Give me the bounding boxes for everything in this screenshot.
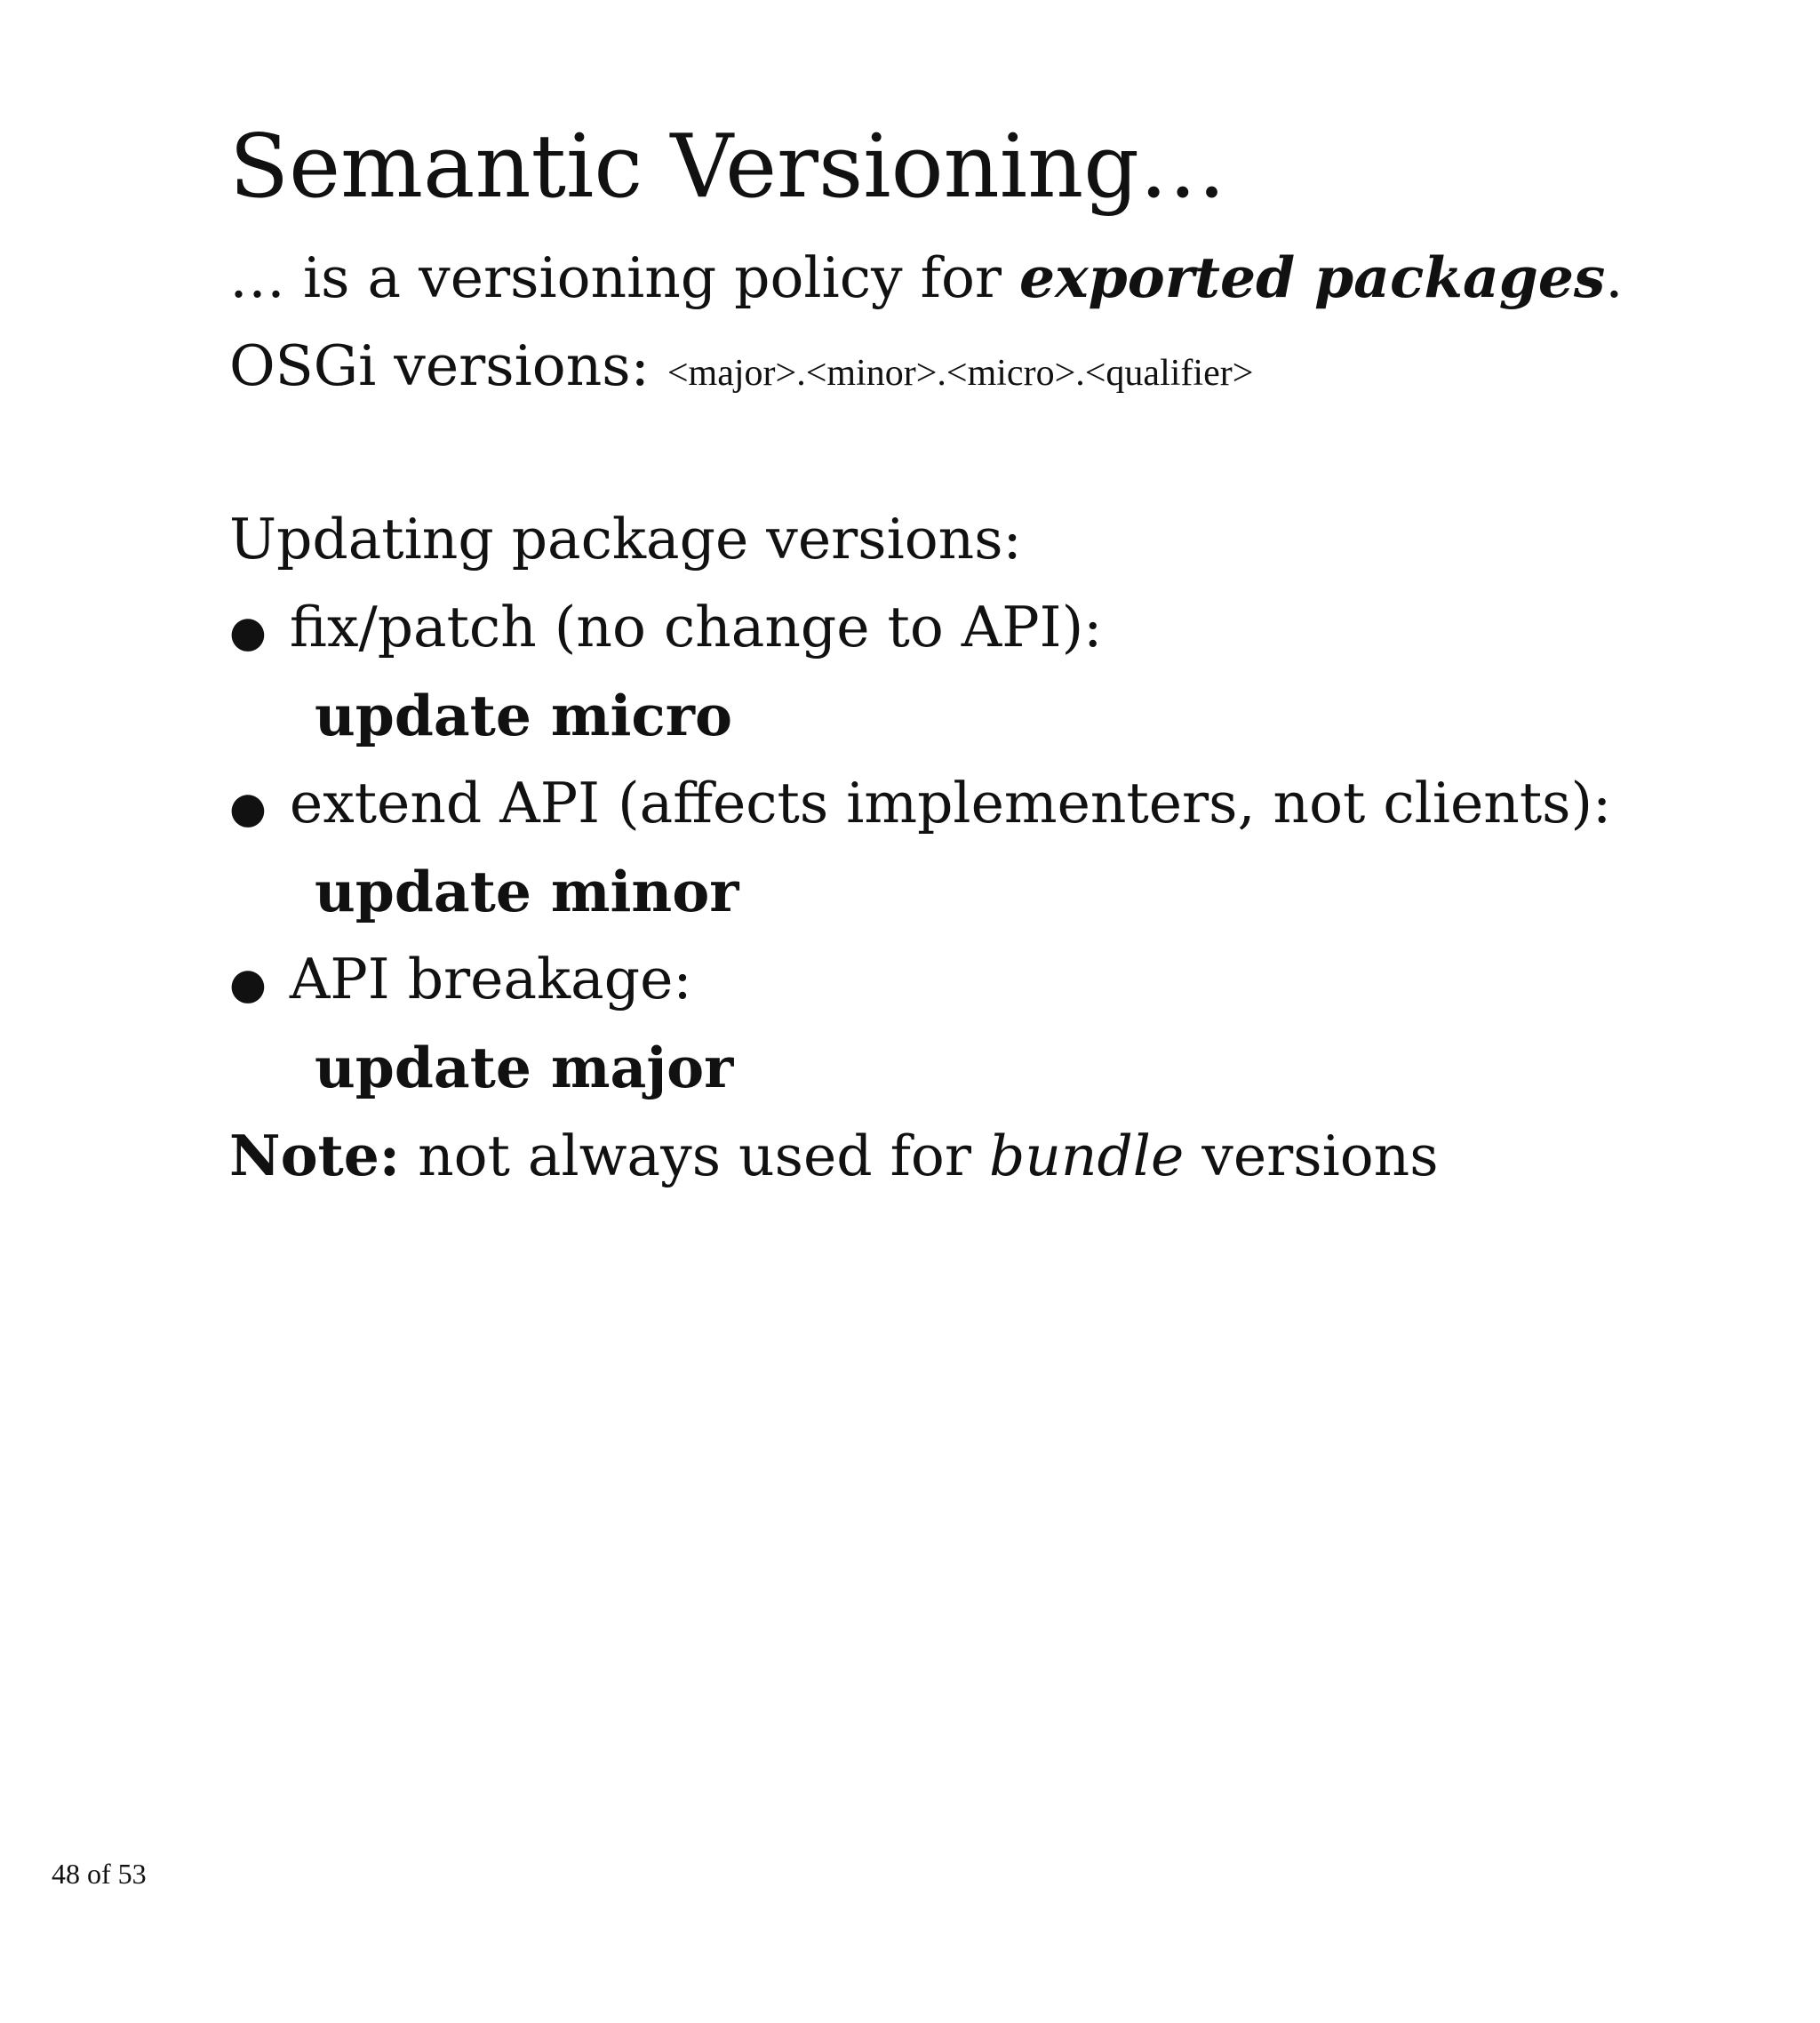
slide-title: Semantic Versioning… bbox=[229, 116, 1226, 218]
note-text-after: versions bbox=[1184, 1123, 1439, 1188]
rule-condition-text: API breakage: bbox=[289, 947, 692, 1012]
rule-action-minor: update minor bbox=[315, 859, 739, 924]
updating-heading: Updating package versions: bbox=[229, 507, 1022, 572]
rule-condition-text: fix/patch (no change to API): bbox=[289, 595, 1103, 660]
osgi-label: OSGi versions: bbox=[229, 333, 667, 398]
page-counter: 48 of 53 bbox=[52, 1858, 147, 1890]
rule-condition-extend bbox=[229, 768, 1611, 844]
osgi-versions-line bbox=[229, 331, 1253, 409]
rule-condition-patch bbox=[229, 592, 1102, 668]
intro-line bbox=[229, 242, 1623, 314]
note-label: Note: bbox=[229, 1123, 401, 1188]
rule-action-major: update major bbox=[315, 1035, 734, 1100]
bullet-icon: ● bbox=[229, 783, 267, 833]
intro-emphasis: exported packages bbox=[1019, 244, 1606, 310]
note-line bbox=[229, 1120, 1439, 1192]
note-emphasis: bundle bbox=[989, 1123, 1185, 1188]
intro-suffix: . bbox=[1605, 245, 1624, 310]
intro-prefix: … is a versioning policy for bbox=[229, 245, 1020, 310]
note-text-before: not always used for bbox=[400, 1123, 989, 1188]
bullet-icon: ● bbox=[229, 959, 267, 1009]
bullet-icon: ● bbox=[229, 607, 267, 657]
rule-condition-text: extend API (affects implementers, not clients): bbox=[289, 771, 1612, 836]
rule-condition-breakage bbox=[229, 944, 692, 1019]
version-format: <major>.<minor>.<micro>.<qualifier> bbox=[667, 353, 1254, 394]
rule-action-micro: update micro bbox=[315, 683, 733, 748]
